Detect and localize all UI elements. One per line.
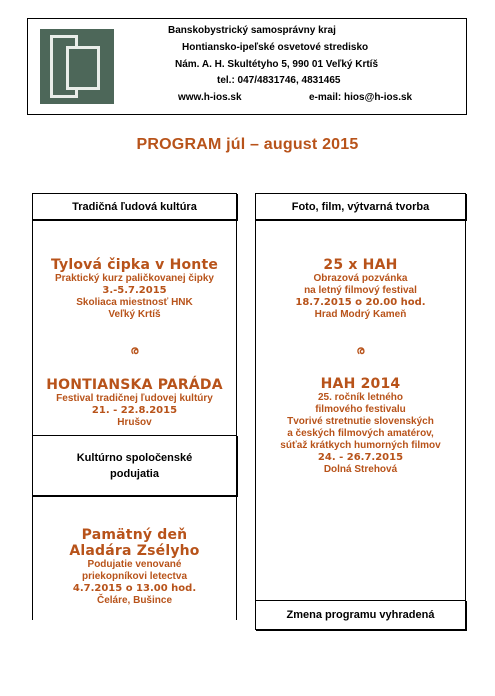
event-date: 18.7.2015 o 20.00 hod. xyxy=(295,297,426,308)
section-social-events xyxy=(32,435,237,496)
section-traditional-culture xyxy=(32,193,237,220)
header-line-3: Nám. A. H. Skultétyho 5, 990 01 Veľký Krtíš xyxy=(175,59,379,70)
event-title: 25 x HAH xyxy=(323,257,398,273)
event-hontianska-parada xyxy=(33,377,236,429)
event-date: 24. - 26.7.2015 xyxy=(317,452,404,463)
header-email[interactable]: e-mail: hios@h-ios.sk xyxy=(309,92,413,103)
page-title xyxy=(0,136,495,154)
left-column-line-right xyxy=(236,220,237,435)
section-program-change-notice xyxy=(255,600,466,630)
right-column-line-right xyxy=(465,220,466,600)
event-tylova-cipka xyxy=(33,257,236,321)
section-photo-film-art xyxy=(255,193,466,220)
header-line-4: tel.: 047/4831746, 4831465 xyxy=(217,75,341,86)
event-description: filmového festivalu xyxy=(315,404,406,415)
header-line-1: Banskobystrický samosprávny kraj xyxy=(168,25,336,36)
event-hah-2014 xyxy=(256,376,465,476)
section-label: Kultúrno spoločenské xyxy=(76,451,193,464)
hios-logo xyxy=(40,29,114,104)
event-description: Praktický kurz paličkovanej čipky xyxy=(55,273,214,284)
event-description: súťaž krátkych humorných filmov xyxy=(280,440,441,451)
event-description: na letný filmový festival xyxy=(304,285,417,296)
event-place: Dolná Strehová xyxy=(323,464,398,475)
event-description: priekopníkovi letectva xyxy=(81,571,188,582)
event-place: Veľký Krtíš xyxy=(108,309,161,320)
event-description: Obrazová pozvánka xyxy=(313,273,408,284)
event-title: HAH 2014 xyxy=(320,376,401,392)
event-description: 25. ročník letného xyxy=(317,392,404,403)
event-title: Pamätný deň xyxy=(81,527,188,543)
event-title: Tylová čipka v Honte xyxy=(50,257,219,273)
header-website[interactable]: www.h-ios.sk xyxy=(178,92,242,103)
event-date: 4.7.2015 o 13.00 hod. xyxy=(72,583,197,594)
event-date: 3.-5.7.2015 xyxy=(102,285,167,296)
separator-ornament: ര xyxy=(130,345,139,357)
event-place: Čeláre, Bušince xyxy=(96,595,173,606)
section-label: podujatia xyxy=(110,467,159,480)
event-title: HONTIANSKA PARÁDA xyxy=(46,377,223,393)
event-place: Hrad Modrý Kameň xyxy=(314,309,407,320)
header-line-2: Hontiansko-ipeľské osvetové stredisko xyxy=(182,42,369,53)
event-description: Festival tradičnej ľudovej kultúry xyxy=(56,393,213,404)
section-label: Tradičná ľudová kultúra xyxy=(72,200,197,213)
event-title: Aladára Zsélyho xyxy=(69,543,200,559)
event-25xhah xyxy=(256,257,465,321)
section-label: Zmena programu vyhradená xyxy=(286,609,435,621)
event-description: Podujatie venované xyxy=(87,559,182,570)
event-description: Tvorivé stretnutie slovenských xyxy=(287,416,434,427)
event-pamatny-den xyxy=(33,527,236,607)
event-date: 21. - 22.8.2015 xyxy=(91,405,178,416)
event-description: a českých filmových amatérov, xyxy=(287,428,434,439)
event-place: Skoliaca miestnosť HNK xyxy=(76,297,193,308)
section-label: Foto, film, výtvarná tvorba xyxy=(291,200,430,213)
separator-ornament: ര xyxy=(356,345,365,357)
event-place: Hrušov xyxy=(117,417,152,428)
left-column-line-lower-right xyxy=(236,496,237,620)
page-title-text: PROGRAM júl – august 2015 xyxy=(136,136,359,153)
